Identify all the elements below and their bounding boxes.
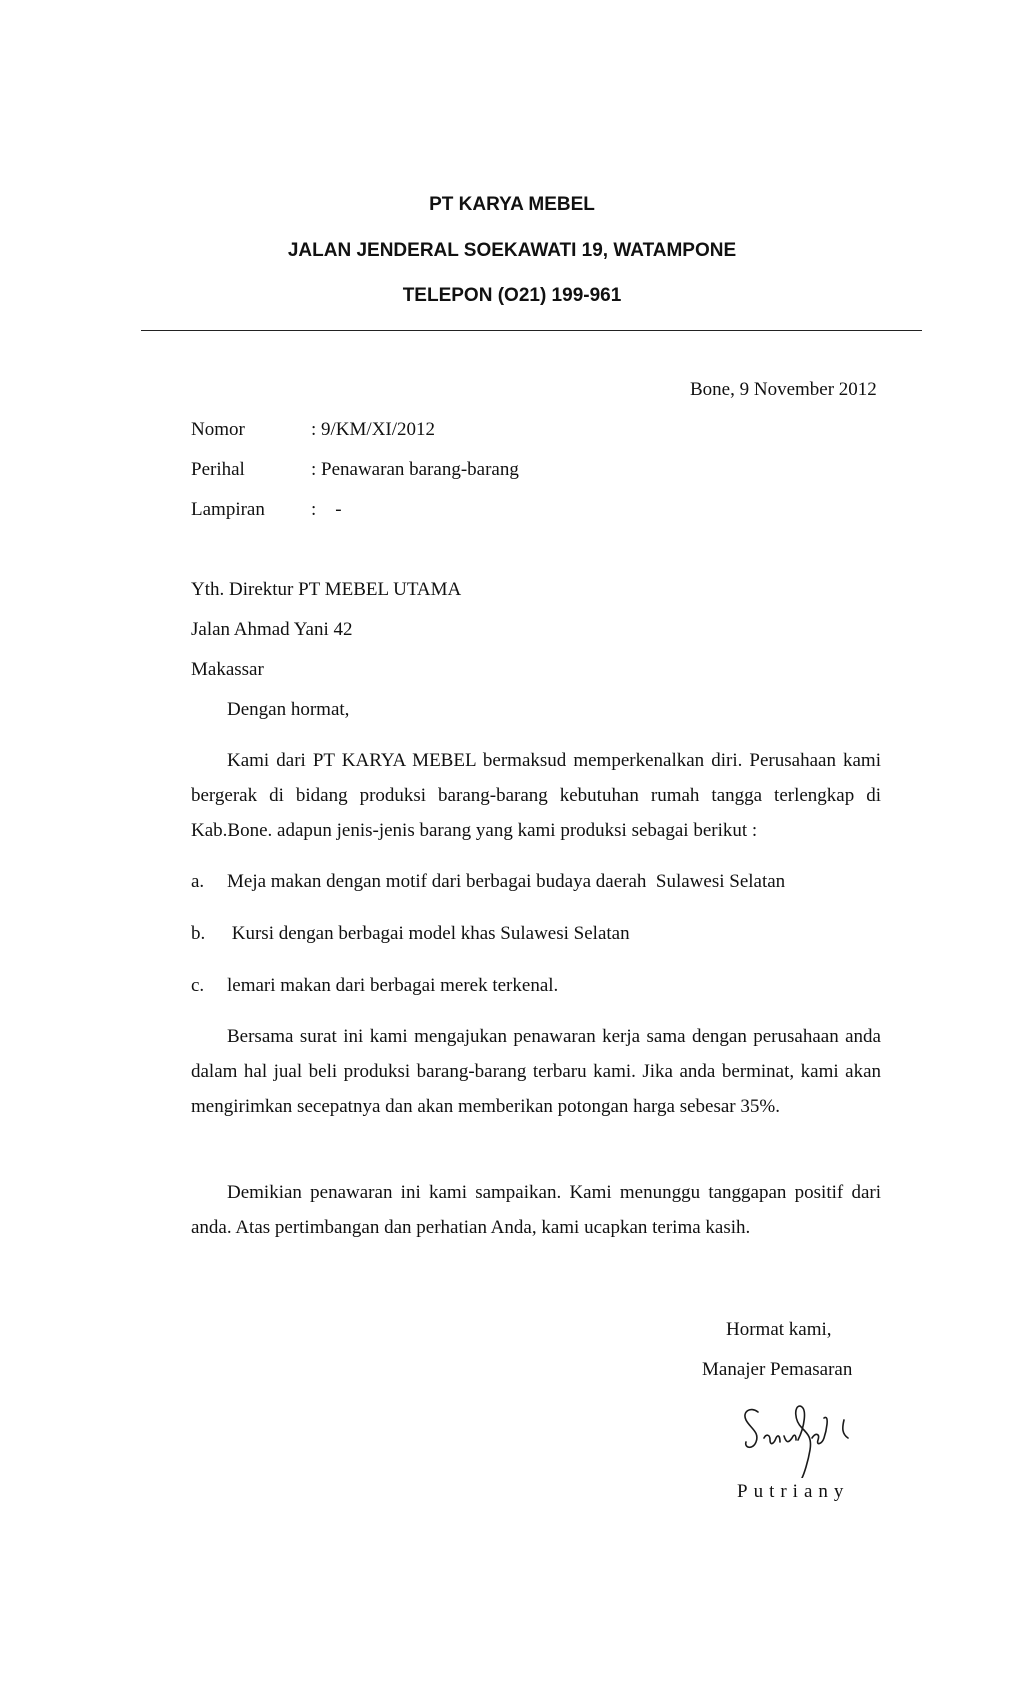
offer-paragraph (191, 1019, 881, 1124)
company-name: PT KARYA MEBEL (429, 194, 595, 215)
list-marker: a. (191, 871, 205, 892)
list-item (191, 974, 558, 998)
signer-position: Manajer Pemasaran (702, 1359, 853, 1380)
salutation: Dengan hormat, (227, 699, 350, 720)
company-address: JALAN JENDERAL SOEKAWATI 19, WATAMPONE (287, 240, 737, 261)
list-text: lemari makan dari berbagai merek terkenal. (227, 975, 559, 996)
intro-paragraph (191, 743, 881, 848)
closing-text: Demikian penawaran ini kami sampaikan. Kami menunggu tanggapan positif dari anda. Atas pertimbangan dan perhatian Anda, kami ucapkan terima kasih. (191, 1182, 881, 1238)
signer-name: Putriany (737, 1481, 850, 1502)
handwritten-signature (738, 1398, 874, 1478)
letterhead-divider (141, 330, 922, 331)
company-phone: TELEPON (O21) 199-961 (402, 285, 622, 306)
lampiran-value: : - (311, 499, 342, 520)
recipient-line-1: Yth. Direktur PT MEBEL UTAMA (191, 579, 462, 600)
list-text: Kursi dengan berbagai model khas Sulawesi Selatan (227, 923, 630, 944)
nomor-value: : 9/KM/XI/2012 (311, 419, 436, 440)
list-marker: c. (191, 975, 205, 996)
perihal-value: : Penawaran barang-barang (311, 459, 519, 480)
list-item (191, 870, 785, 894)
list-item (191, 922, 630, 946)
list-text: Meja makan dengan motif dari berbagai budaya daerah Sulawesi Selatan (227, 871, 786, 892)
regards: Hormat kami, (726, 1319, 832, 1340)
perihal-label: Perihal (191, 459, 245, 480)
closing-paragraph (191, 1175, 881, 1245)
lampiran-label: Lampiran (191, 499, 265, 520)
nomor-label: Nomor (191, 419, 245, 440)
recipient-line-2: Jalan Ahmad Yani 42 (191, 619, 353, 640)
intro-text: Kami dari PT KARYA MEBEL bermaksud memperkenalkan diri. Perusahaan kami bergerak di bidang produksi barang-barang kebutuhan rumah tangga terlengkap di Kab.Bone. adapun jenis-jenis barang yang kami produksi sebagai berikut : (191, 750, 881, 841)
recipient-line-3: Makassar (191, 659, 264, 680)
list-marker: b. (191, 923, 206, 944)
letter-date: Bone, 9 November 2012 (690, 379, 877, 400)
offer-text: Bersama surat ini kami mengajukan penawaran kerja sama dengan perusahaan anda dalam hal jual beli produksi barang-barang terbaru kami. Jika anda berminat, kami akan mengirimkan secepatnya dan akan memberikan potongan harga sebesar 35%. (191, 1026, 881, 1117)
